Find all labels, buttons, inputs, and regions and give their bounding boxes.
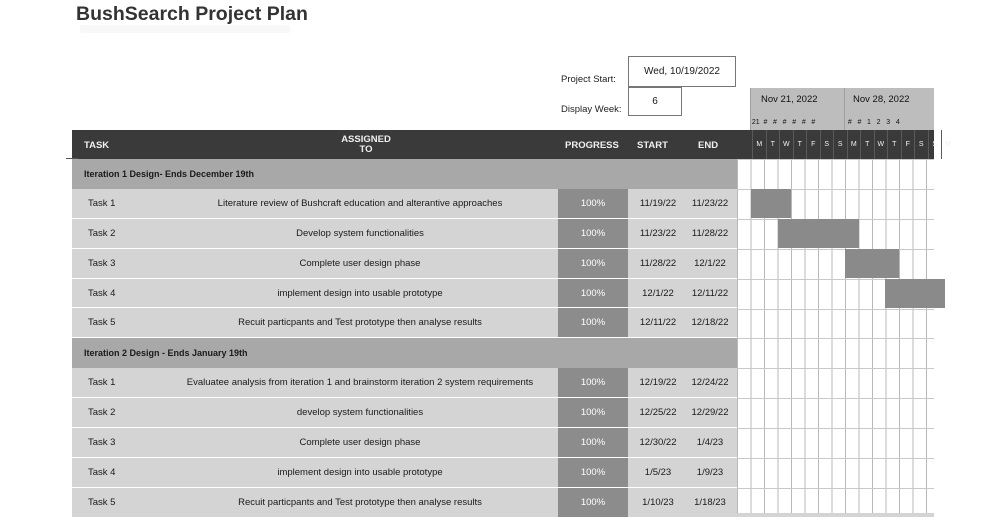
task-name-cell[interactable]: Task 5 [88,496,116,508]
progress-cell[interactable]: 100% [558,219,628,248]
day-number: # [763,119,768,126]
progress-cell[interactable]: 100% [558,458,628,487]
end-date-cell[interactable]: 1/9/23 [696,466,724,478]
end-date-cell[interactable]: 12/24/22 [691,377,729,389]
project-start-input[interactable]: Wed, 10/19/2022 [628,56,736,87]
progress-cell[interactable]: 100% [558,279,628,308]
start-date-cell[interactable]: 12/1/22 [642,287,674,299]
assigned-to-cell[interactable]: Recuit particpants and Test prototype then analyse results [238,317,482,329]
task-name-cell[interactable]: Task 1 [88,197,116,209]
start-date-cell[interactable]: 12/30/22 [639,437,677,449]
start-date-cell[interactable]: 12/19/22 [639,377,677,389]
display-week-label: Display Week: [561,104,622,115]
day-letter: M [847,130,861,159]
week-label: Nov 28, 2022 [853,94,910,105]
task-name-cell[interactable]: Task 1 [88,377,116,389]
end-date-cell[interactable]: 12/18/22 [691,317,729,329]
gantt-row-line [737,338,934,339]
gantt-row-line [737,488,934,489]
end-date-cell[interactable]: 12/29/22 [691,407,729,419]
assigned-to-cell[interactable]: Evaluatee analysis from iteration 1 and brainstorm iteration 2 system requirements [186,377,534,389]
gantt-bar[interactable] [751,189,791,218]
day-number: 1 [867,119,871,126]
title-reflection [80,25,290,33]
progress-cell[interactable]: 100% [558,368,628,397]
end-date-cell[interactable]: 11/28/22 [691,227,729,239]
day-letter: W [779,130,793,159]
day-letter: F [901,130,915,159]
day-letter: M [941,130,955,159]
day-numbers [845,119,903,130]
progress-cell[interactable]: 100% [558,398,628,427]
start-date-cell[interactable]: 1/5/23 [644,466,672,478]
header-assigned-to[interactable]: ASSIGNED TO [341,134,391,155]
progress-cell[interactable]: 100% [558,488,628,517]
end-date-cell[interactable]: 1/18/23 [694,496,726,508]
end-date-cell[interactable]: 1/4/23 [696,437,724,449]
end-date-cell[interactable]: 12/11/22 [691,287,729,299]
start-date-cell[interactable]: 11/19/22 [639,197,677,209]
start-date-cell[interactable]: 11/28/22 [639,257,677,269]
start-date-cell[interactable]: 12/11/22 [639,317,677,329]
assigned-to-cell[interactable]: implement design into usable prototype [277,466,443,478]
assigned-to-cell[interactable]: Complete user design phase [299,257,421,269]
assigned-to-cell[interactable]: develop system functionalities [296,407,424,419]
header-end[interactable]: END [698,140,719,151]
task-name-cell[interactable]: Task 4 [88,466,116,478]
task-name-cell[interactable]: Task 2 [88,407,116,419]
end-date-cell[interactable]: 12/1/22 [694,257,726,269]
start-date-cell[interactable]: 11/23/22 [639,227,677,239]
day-number: 2 [876,119,881,126]
day-number: 4 [895,119,900,126]
day-letters [752,130,955,159]
header-task[interactable]: TASK [84,140,110,151]
day-letter: M [752,130,766,159]
day-letter: T [766,130,780,159]
day-numbers [751,119,818,130]
gantt-row-line [737,249,934,250]
assigned-to-cell[interactable]: Complete user design phase [299,437,421,449]
day-number: # [782,119,787,126]
week-header-2 [844,88,934,130]
gantt-bar[interactable] [885,279,945,308]
assigned-to-cell[interactable]: Literature review of Bushcraft education and alterantive approaches [217,197,503,209]
week-header-1 [750,88,844,130]
day-letter: S [833,130,847,159]
progress-cell[interactable]: 100% [558,249,628,278]
day-letter: T [887,130,901,159]
gantt-bar[interactable] [845,249,899,278]
task-name-cell[interactable]: Task 4 [88,287,116,299]
display-week-input[interactable]: 6 [628,87,682,116]
assigned-to-cell[interactable]: Recuit particpants and Test prototype then analyse results [238,496,482,508]
day-number: # [847,119,852,126]
day-number: # [792,119,797,126]
day-letter: S [820,130,834,159]
day-number: # [773,119,777,126]
week-label: Nov 21, 2022 [761,94,818,105]
row-divider [66,158,78,159]
progress-cell[interactable]: 100% [558,428,628,457]
task-name-cell[interactable]: Task 2 [88,227,116,239]
header-start[interactable]: START [637,140,668,151]
start-date-cell[interactable]: 1/10/23 [642,496,674,508]
day-number: # [801,119,806,126]
project-start-label: Project Start: [561,74,616,85]
progress-cell[interactable]: 100% [558,308,628,337]
gantt-row-line [737,428,934,429]
day-letter: S [928,130,942,159]
day-letter: T [860,130,874,159]
column-header-row [72,130,952,159]
task-name-cell[interactable]: Task 5 [88,317,116,329]
day-letter: S [914,130,928,159]
day-number: # [857,119,862,126]
task-name-cell[interactable]: Task 3 [88,437,116,449]
assigned-to-cell[interactable]: Develop system functionalities [296,227,424,239]
day-number: 21 [751,119,760,126]
day-number: 3 [886,119,891,126]
phase-label: Iteration 1 Design- Ends December 19th [84,169,255,179]
progress-cell[interactable]: 100% [558,189,628,218]
end-date-cell[interactable]: 11/23/22 [691,197,729,209]
gantt-row-line [737,309,934,310]
task-name-cell[interactable]: Task 3 [88,257,116,269]
phase-label: Iteration 2 Design - Ends January 19th [84,348,248,359]
gantt-chart [737,159,934,513]
gantt-bar[interactable] [778,219,859,248]
assigned-to-cell[interactable]: implement design into usable prototype [277,287,443,299]
spreadsheet-view [72,0,952,513]
day-number: # [811,119,816,126]
gantt-row-line [737,398,934,399]
gantt-row-line [737,458,934,459]
page-title: BushSearch Project Plan [76,3,308,25]
gantt-row-line [737,368,934,369]
day-letter: F [806,130,820,159]
start-date-cell[interactable]: 12/25/22 [639,407,677,419]
day-letter: T [793,130,807,159]
gantt-row-line [737,159,934,160]
day-letter: W [874,130,888,159]
header-progress[interactable]: PROGRESS [565,140,619,151]
